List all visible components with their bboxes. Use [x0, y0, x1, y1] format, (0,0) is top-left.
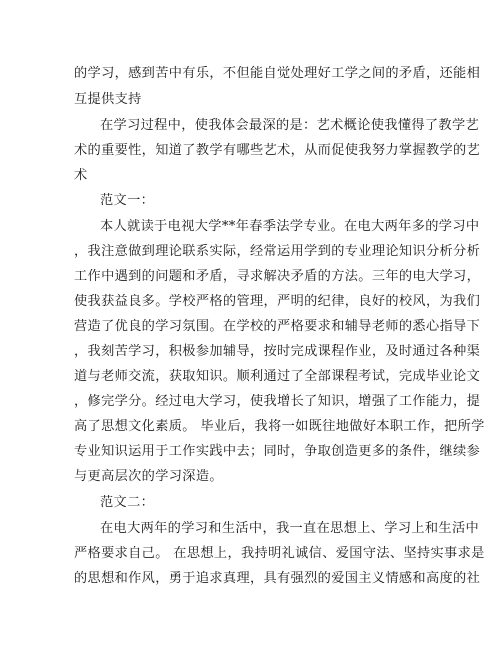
paragraph-3-line-3: 工作中遇到的问题和矛盾，寻求解决矛盾的方法。三年的电大学习，: [74, 269, 481, 284]
section-heading-1: 范文一：: [100, 193, 155, 208]
paragraph-1-line-2: 互提供支持: [74, 92, 142, 107]
paragraph-3-line-5: 营造了优良的学习氛围。在学校的严格要求和辅导老师的悉心指导下: [74, 319, 481, 334]
paragraph-3-line-8: ，修完学分。经过电大学习，使我增长了知识，增强了工作能力，提: [74, 394, 481, 409]
paragraph-2-line-3: 术: [74, 168, 88, 183]
paragraph-3-line-9: 高了思想文化素质。 毕业后，我将一如既往地做好本职工作，把所学: [74, 419, 485, 434]
paragraph-3-line-10: 专业知识运用于工作实践中去；同时，争取创造更多的条件，继续参: [74, 444, 481, 459]
paragraph-2-line-2: 术的重要性，知道了教学有哪些艺术，从而促使我努力掌握教学的艺: [74, 143, 481, 158]
section-heading-2: 范文二：: [100, 495, 155, 510]
paragraph-3-line-6: ，我刻苦学习，积极参加辅导，按时完成课程作业，及时通过各种渠: [74, 344, 481, 359]
paragraph-1-line-1: 的学习，感到苦中有乐，不但能自觉处理好工学之间的矛盾，还能相: [74, 66, 481, 81]
paragraph-3-line-11: 与更高层次的学习深造。: [74, 469, 223, 484]
paragraph-4-line-3: 的思想和作风，勇于追求真理，具有强烈的爱国主义情感和高度的社: [74, 571, 481, 586]
paragraph-4-line-1: 在电大两年的学习和生活中，我一直在思想上、学习上和生活中: [100, 521, 480, 536]
paragraph-2-line-1: 在学习过程中，使我体会最深的是：艺术概论使我懂得了教学艺: [100, 118, 480, 133]
paragraph-3-line-7: 道与老师交流，获取知识。顺利通过了全部课程考试，完成毕业论文: [74, 369, 481, 384]
paragraph-4-line-2: 严格要求自己。 在思想上，我持明礼诚信、爱国守法、坚持实事求是: [74, 546, 485, 561]
paragraph-3-line-4: 使我获益良多。学校严格的管理，严明的纪律，良好的校风，为我们: [74, 294, 481, 309]
paragraph-3-line-2: ，我注意做到理论联系实际，经常运用学到的专业理论知识分析分析: [74, 244, 481, 259]
paragraph-3-line-1: 本人就读于电视大学**年春季法学专业。在电大两年多的学习中: [100, 219, 480, 234]
